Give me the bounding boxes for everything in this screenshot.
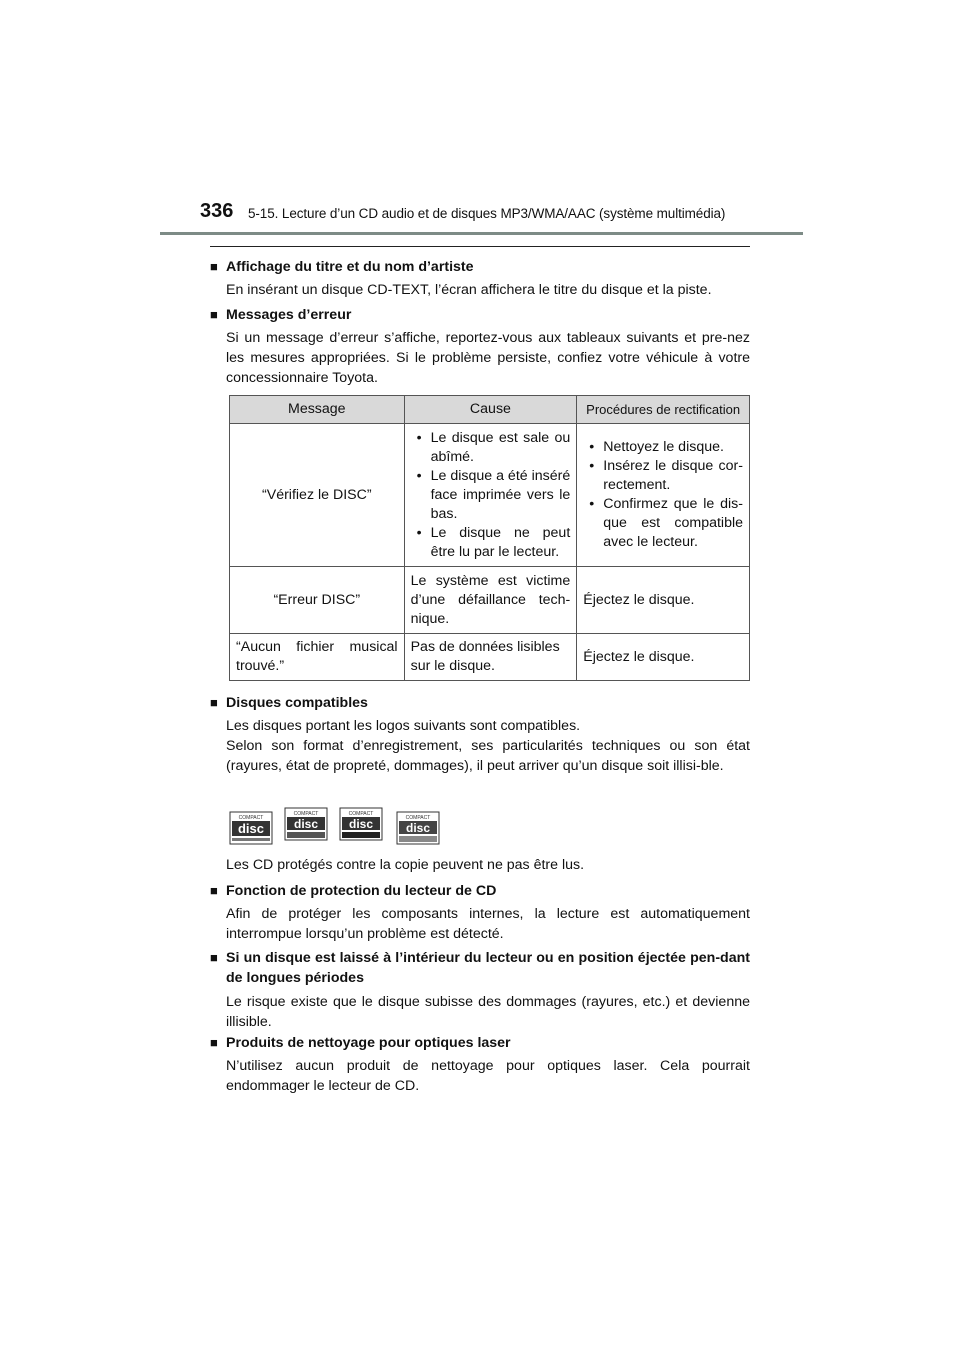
svg-text:disc: disc: [237, 821, 265, 836]
section-heading: Disques compatibles: [226, 695, 368, 711]
table-header: Cause: [404, 396, 577, 424]
table-cell-remedy: [577, 424, 750, 567]
section-title-artist: [210, 257, 750, 300]
section-text: Afin de protéger les composants internes, la lecture est automatiquement interrompue lorsqu’un problème est détecté.: [226, 906, 750, 942]
page-number: 336: [200, 200, 234, 222]
section-text: Selon son format d’enregistrement, ses particularités techniques ou son état (rayures, état de propreté, dommages), il peut arriver qu’un disque soit illisi-ble.: [226, 738, 750, 774]
table-cell-cause: [404, 424, 577, 567]
error-messages-table: [229, 395, 750, 681]
section-text: En insérant un disque CD-TEXT, l’écran affichera le titre du disque et la piste.: [226, 282, 712, 298]
section-heading: Si un disque est laissé à l’intérieur du lecteur ou en position éjectée pen-dant de longues périodes: [226, 950, 750, 986]
table-header: Message: [230, 396, 405, 424]
section-copy-protected: [210, 855, 750, 875]
table-cell-remedy: Éjectez le disque.: [577, 634, 750, 681]
section-heading: Messages d’erreur: [226, 307, 352, 323]
header-rule: [160, 232, 803, 235]
list-item: • Confirmez que le dis-que est compatible avec le lecteur.: [583, 495, 743, 552]
section-left-disc: [210, 948, 750, 1032]
section-text: Si un message d’erreur s’affiche, reportez-vous aux tableaux suivants et pre-nez les mesures appropriées. Si le problème persiste, confiez votre véhicule à votre concessionnaire Toyota.: [226, 330, 750, 386]
svg-text:COMPACT: COMPACT: [405, 815, 431, 821]
svg-text:disc: disc: [348, 817, 374, 831]
svg-text:disc: disc: [405, 821, 431, 835]
list-item: • Le disque ne peut être lu par le lecteur.: [411, 524, 571, 562]
list-item: • Nettoyez le disque.: [583, 438, 743, 457]
section-text: Les CD protégés contre la copie peuvent ne pas être lus.: [226, 857, 585, 873]
compatible-disc-logos: [229, 810, 444, 850]
square-bullet-icon: ■: [210, 695, 218, 710]
compact-disc-recordable-logo: [396, 810, 440, 846]
section-cleaning: [210, 1033, 750, 1096]
compact-disc-digital-audio-logo: [339, 806, 383, 842]
table-cell-cause: Pas de données lisibles sur le disque.: [404, 634, 577, 681]
table-row: [230, 567, 750, 634]
section-text: Les disques portant les logos suivants sont compatibles.: [226, 718, 581, 734]
content-rule: [210, 246, 750, 247]
svg-text:COMPACT: COMPACT: [293, 811, 319, 817]
table-cell-remedy: Éjectez le disque.: [577, 567, 750, 634]
section-text: N’utilisez aucun produit de nettoyage pour optiques laser. Cela pourrait endommager le lecteur de CD.: [226, 1058, 750, 1094]
square-bullet-icon: ■: [210, 950, 218, 965]
table-header: Procédures de rectification: [577, 396, 750, 424]
section-text: Le risque existe que le disque subisse des dommages (rayures, etc.) et devienne illisible.: [226, 994, 750, 1030]
section-heading: Affichage du titre et du nom d’artiste: [226, 259, 474, 275]
section-heading: Fonction de protection du lecteur de CD: [226, 883, 497, 899]
svg-text:COMPACT: COMPACT: [238, 815, 264, 821]
square-bullet-icon: ■: [210, 307, 218, 322]
table-header-row: [230, 396, 750, 424]
table-cell-message: “Erreur DISC”: [230, 567, 405, 634]
section-errors: [210, 305, 750, 388]
compact-disc-logo: [229, 810, 273, 846]
list-item: • Le disque a été inséré face imprimée vers le bas.: [411, 467, 571, 524]
square-bullet-icon: ■: [210, 259, 218, 274]
square-bullet-icon: ■: [210, 1035, 218, 1050]
section-compatible: [210, 693, 750, 776]
list-item: • Le disque est sale ou abîmé.: [411, 429, 571, 467]
table-row: [230, 634, 750, 681]
header-title: 5-15. Lecture d’un CD audio et de disques MP3/WMA/AAC (système multimédia): [248, 206, 726, 221]
svg-text:COMPACT: COMPACT: [348, 811, 374, 817]
section-heading: Produits de nettoyage pour optiques laser: [226, 1035, 511, 1051]
compact-disc-text-logo: [284, 806, 328, 842]
table-cell-cause: Le système est victime d’une défaillance tech-nique.: [404, 567, 577, 634]
table-cell-message: “Aucun fichier musical trouvé.”: [230, 634, 405, 681]
square-bullet-icon: ■: [210, 883, 218, 898]
svg-text:disc: disc: [293, 817, 319, 831]
section-protection: [210, 881, 750, 944]
table-row: [230, 424, 750, 567]
list-item: • Insérez le disque cor-rectement.: [583, 457, 743, 495]
table-cell-message: “Vérifiez le DISC”: [230, 424, 405, 567]
